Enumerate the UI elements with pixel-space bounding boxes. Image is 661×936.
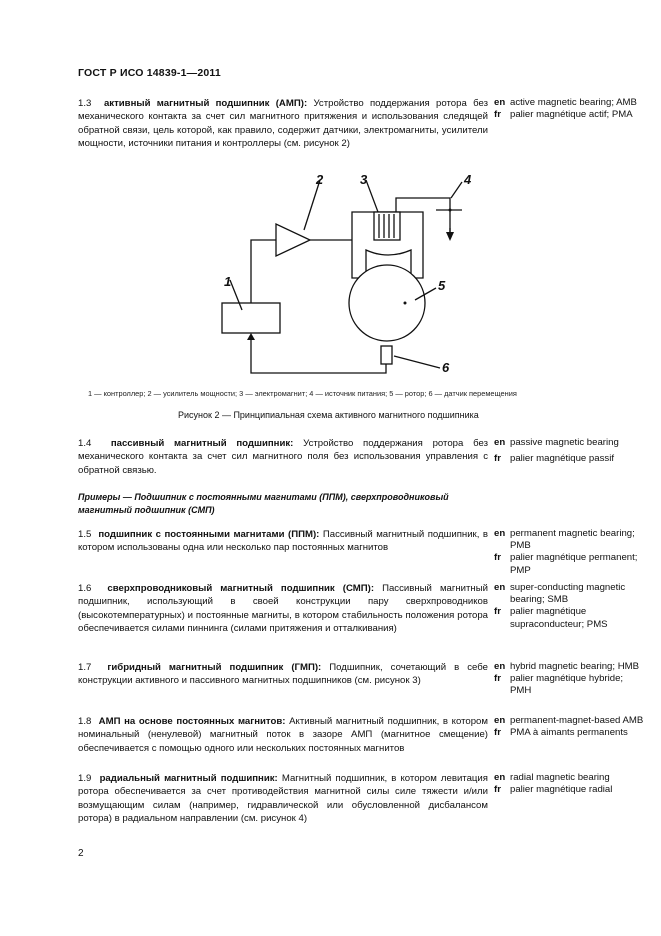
translation-fr: palier magnétique permanent; PMP [510,552,638,576]
translation-en: permanent-magnet-based AMB [510,715,644,726]
controller-box [222,303,280,333]
lang-code-en: en [494,97,506,108]
translations-1-9 [494,772,644,796]
lang-code-en: en [494,582,506,593]
lang-code-fr: fr [494,453,501,465]
translations-1-6 [494,582,644,631]
lang-code-en: en [494,661,506,672]
lang-code-fr: fr [494,606,501,618]
term-number: 1.3 [78,98,92,109]
translation-en: radial magnetic bearing [510,772,610,783]
term-definition: Устройство поддержания ротора без механического контакта за счет сил магнитного притяжения и использования следящей обратной связи, цель которой, как правило, содержит датчики, электромагниты, усилители мощности, источники питания и контроллеры (см. рисунок 2) [78,98,489,149]
displacement-sensor [381,346,392,364]
term-entry-1-7 [78,661,488,688]
translation-en: active magnetic bearing; AMB [510,97,637,108]
term-definition: Активный магнитный подшипник, в котором номинальный (ненулевой) магнитный поток в зазоре АМП (магнитное смещение) обеспечивается с помощью одного или нескольких постоянных магнитов [78,716,488,754]
document-header: ГОСТ Р ИСО 14839-1—2011 [78,67,221,79]
term-name: радиальный магнитный подшипник: [99,773,278,784]
term-definition: Подшипник, сочетающий в себе конструкции активного и пассивного магнитных подшипников (см. рисунок 3) [78,662,488,687]
translation-fr: palier magnétique radial [510,784,613,796]
term-entry-1-6 [78,582,488,635]
feedback-arrowhead [247,333,255,340]
figure-title: Рисунок 2 — Принципиальная схема активного магнитного подшипника [178,410,479,420]
translation-en: hybrid magnetic bearing; HMB [510,661,640,672]
term-definition: Магнитный подшипник, в котором левитация ротора обеспечивается за счет противодействия магнитной силы силе тяжести и/или возмущающим силам (например, гидравлической или обусловленной дисбалансом ротора) в радиальном направлении (см. рисунок 4) [78,773,488,824]
term-number: 1.7 [78,662,92,673]
rotor-circle [349,265,425,341]
lang-code-fr: fr [494,784,501,796]
term-entry-1-4 [78,437,488,477]
lang-code-en: en [494,437,506,448]
label-5: 5 [438,278,446,293]
term-name: активный магнитный подшипник (АМП): [103,98,308,109]
translation-en: permanent magnetic bearing; PMB [510,528,635,552]
term-name: АМП на основе постоянных магнитов: [98,716,286,727]
term-definition: Пассивный магнитный подшипник, использующий в своей конструкции пару сверхпроводников (высокотемпературных) и постоянные магниты, в котором стабильность положения ротора обеспечивается силами пиннинга (силами притяжения и отталкивания) [78,583,488,634]
term-name: пассивный магнитный подшипник: [110,438,294,449]
term-entry-1-8 [78,715,488,755]
term-entry-1-3 [78,97,488,150]
amb-schematic-diagram [200,168,480,378]
translations-1-7 [494,661,644,698]
translations-1-4 [494,437,644,465]
label-4: 4 [464,172,472,187]
translation-fr: palier magnétique hybride; PMH [510,673,624,697]
label-6: 6 [442,360,450,375]
translation-fr: palier magnétique passif [510,453,614,465]
page-number: 2 [78,848,84,859]
lang-code-fr: fr [494,673,501,685]
lang-code-fr: fr [494,109,501,121]
lang-code-fr: fr [494,552,501,564]
term-number: 1.5 [78,529,92,540]
term-definition: Устройство поддержания ротора без механического контакта за счет сил магнитного поля без использования управления с обратной связью. [78,438,488,476]
lang-code-en: en [494,715,506,726]
figure-caption: 1 — контроллер; 2 — усилитель мощности; 3 — электромагнит; 4 — источник питания; 5 — ротор; 6 — датчик перемещения [88,389,517,398]
term-number: 1.6 [78,583,92,594]
examples-note: Примеры — Подшипник с постоянными магнитами (ППМ), сверхпроводниковый магнитный подшипник (СМП) [78,492,449,515]
translations-1-5 [494,528,644,577]
translations-1-8 [494,715,644,739]
lang-code-fr: fr [494,727,501,739]
term-number: 1.9 [78,773,92,784]
translation-fr: PMA à aimants permanents [510,727,628,739]
lang-code-en: en [494,772,506,783]
term-definition: Пассивный магнитный подшипник, в котором использованы одна или несколько пар постоянных магнитов [78,529,488,554]
label-2: 2 [316,172,324,187]
lang-code-en: en [494,528,506,539]
term-number: 1.4 [78,438,92,449]
translation-fr: palier magnétique supraconducteur; PMS [510,606,608,630]
label-3: 3 [360,172,368,187]
term-entry-1-5 [78,528,488,555]
label-1: 1 [224,274,232,289]
translation-en: passive magnetic bearing [510,437,619,448]
term-entry-1-9 [78,772,488,825]
term-name: сверхпроводниковый магнитный подшипник (СМП): [107,583,375,594]
translations-1-3 [494,97,644,121]
electromagnet-coil [374,212,400,240]
translation-fr: palier magnétique actif; PMA [510,109,633,121]
term-name: подшипник с постоянными магнитами (ППМ): [98,529,320,540]
term-number: 1.8 [78,716,92,727]
term-name: гибридный магнитный подшипник (ГМП): [107,662,322,673]
translation-en: super-conducting magnetic bearing; SMB [510,582,626,606]
source-arrowhead [446,232,454,241]
